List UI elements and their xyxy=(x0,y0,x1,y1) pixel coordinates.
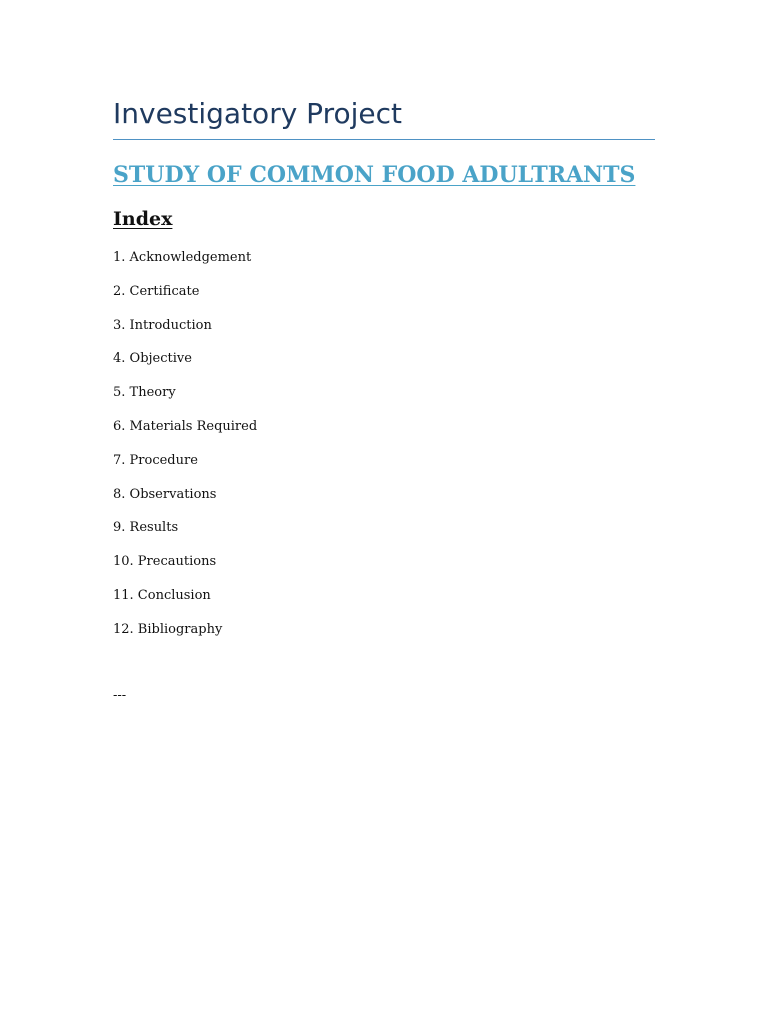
index-item: 3. Introduction xyxy=(113,317,212,333)
section-separator: --- xyxy=(113,688,127,703)
index-item: 6. Materials Required xyxy=(113,418,258,434)
index-item: 2. Certificate xyxy=(113,283,200,299)
index-item: 10. Precautions xyxy=(113,554,217,570)
index-item: 1. Acknowledgement xyxy=(113,250,252,265)
index-item: 5. Theory xyxy=(113,385,176,401)
index-list xyxy=(113,248,257,654)
index-item: 8. Observations xyxy=(113,486,217,502)
index-heading: Index xyxy=(113,208,173,230)
index-item: 7. Procedure xyxy=(113,452,198,468)
index-item: 9. Results xyxy=(113,520,179,536)
index-item: 12. Bibliography xyxy=(113,621,223,637)
index-item: 11. Conclusion xyxy=(113,587,211,603)
project-subtitle: STUDY OF COMMON FOOD ADULTRANTS xyxy=(113,162,636,188)
document-title: Investigatory Project xyxy=(113,97,402,130)
title-divider xyxy=(113,139,655,140)
index-item: 4. Objective xyxy=(113,351,192,367)
